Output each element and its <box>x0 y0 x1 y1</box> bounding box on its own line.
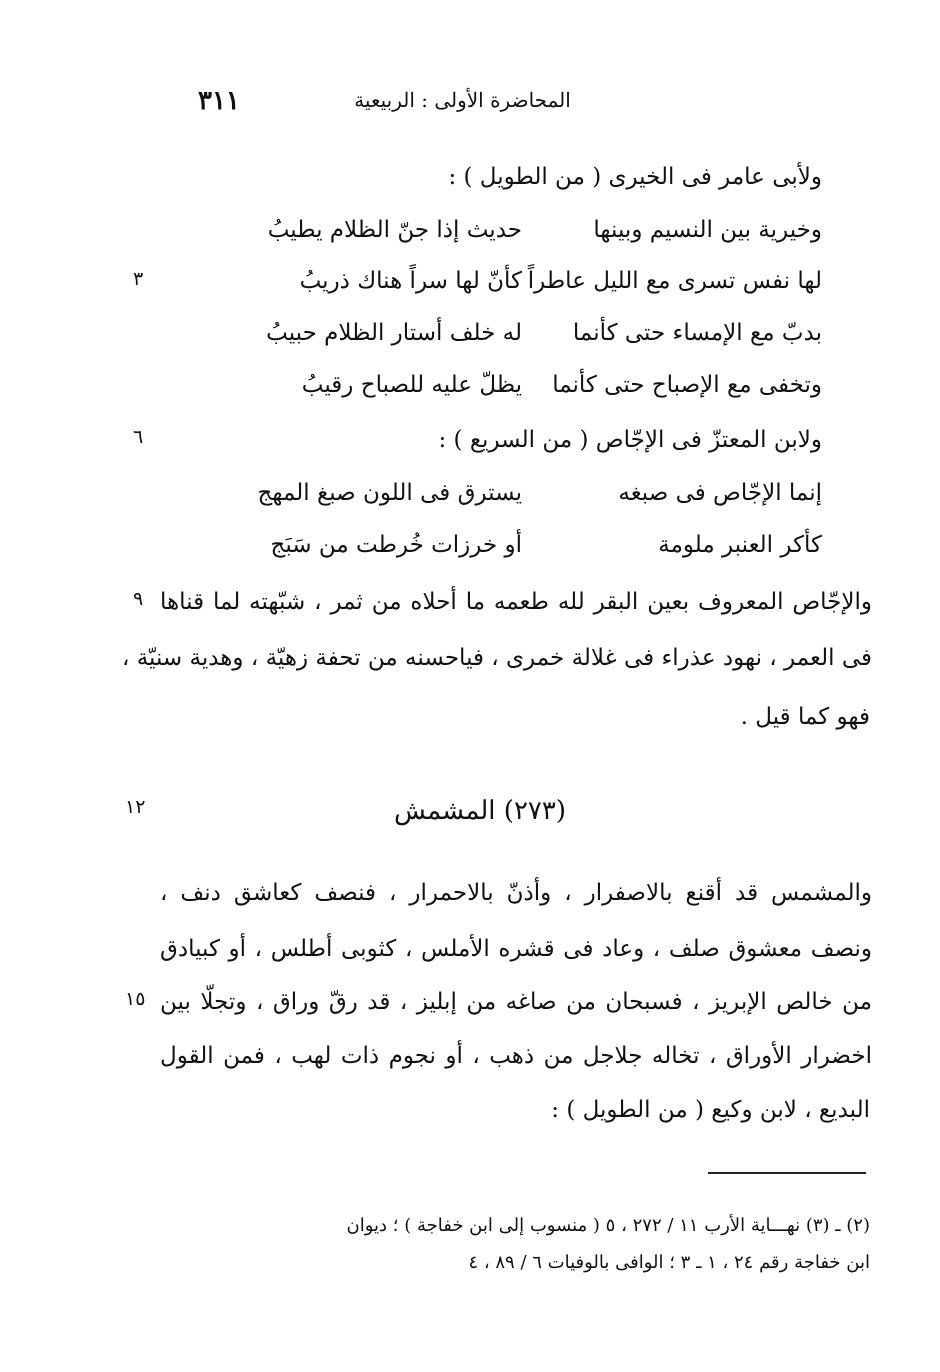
footnote-line: (٢) ـ (٣) نهـــاية الأرب ١١ / ٢٧٢ ، ٥ ( منسوب إلى ابن خفاجة ) ؛ ديوان <box>346 1215 870 1236</box>
line-number: ٩ <box>133 588 144 610</box>
line-number: ١٥ <box>125 988 146 1010</box>
verse-second-hemistich: يظلّ عليه للصباح رقيبُ <box>301 372 522 398</box>
verse-first-hemistich: إنما الإجّاص فى صبغه <box>618 480 822 506</box>
footnote-line: ابن خفاجة رقم ٢٤ ، ١ ـ ٣ ؛ الوافى بالوفيات ٦ / ٨٩ ، ٤ <box>468 1252 870 1273</box>
verse-first-hemistich: لها نفس تسرى مع الليل عاطراً <box>527 268 822 294</box>
line-number: ٦ <box>133 426 144 448</box>
prose-line: والمشمس قد أقنع بالاصفرار ، وأذنّ بالاحمرار ، فنصف كعاشق دنف ، <box>160 880 872 906</box>
section-heading: (٢٧٣) المشمش <box>393 796 567 826</box>
verse-second-hemistich: كأنّ لها سراً هناك ذريبُ <box>299 268 522 294</box>
prose-line: من خالص الإبريز ، فسبحان من صاغه من إبليز ، قد رقّ وراق ، وتجلّا بين <box>160 989 872 1015</box>
running-header: المحاضرة الأولى : الربيعية <box>354 88 571 112</box>
poem-intro: ولابن المعتزّ فى الإجّاص ( من السريع ) : <box>438 427 822 453</box>
prose-line: فى العمر ، نهود عذراء فى غلالة خمرى ، فياحسنه من تحفة زهيّة ، وهدية سنيّة ، <box>121 645 872 671</box>
verse-first-hemistich: وتخفى مع الإصباح حتى كأنما <box>552 372 822 398</box>
verse-second-hemistich: أو خرزات خُرطت من سَبَج <box>270 532 522 558</box>
prose-line: ونصف معشوق صلف ، وعاد فى قشره الأملس ، كثوبى أطلس ، أو كبيادق <box>160 936 872 962</box>
verse-first-hemistich: بدبّ مع الإمساء حتى كأنما <box>572 320 822 346</box>
prose-line: البديع ، لابن وكيع ( من الطويل ) : <box>551 1097 870 1123</box>
line-number: ١٢ <box>125 796 146 818</box>
prose-line: فهو كما قيل . <box>740 704 870 730</box>
prose-line: اخضرار الأوراق ، تخاله جلاجل من ذهب ، أو نجوم ذات لهب ، فمن القول <box>160 1043 872 1069</box>
page-number: ٣١١ <box>198 86 240 116</box>
verse-first-hemistich: كأكر العنبر ملومة <box>658 532 822 558</box>
line-number: ٣ <box>133 268 144 290</box>
verse-second-hemistich: يسترق فى اللون صبغ المهج <box>257 480 522 506</box>
verse-second-hemistich: حديث إذا جنّ الظلام يطيبُ <box>267 217 522 243</box>
verse-first-hemistich: وخيرية بين النسيم وبينها <box>593 217 822 243</box>
footnote-separator <box>708 1172 866 1174</box>
verse-second-hemistich: له خلف أستار الظلام حبيبُ <box>266 320 522 346</box>
poem-intro: ولأبى عامر فى الخيرى ( من الطويل ) : <box>448 164 822 190</box>
prose-line: والإجّاص المعروف بعين البقر لله طعمه ما أحلاه من ثمر ، شبّهته لما قناها <box>160 589 872 615</box>
